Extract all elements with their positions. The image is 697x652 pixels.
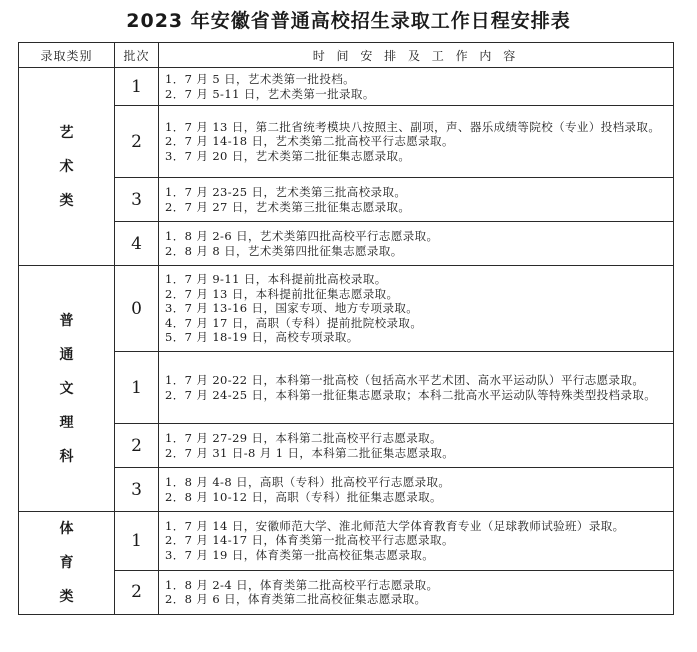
header-batch: 批次	[115, 43, 159, 68]
page-title: 2023 年安徽省普通高校招生录取工作日程安排表	[126, 10, 571, 32]
schedule-item: 1．8 月 4-8 日，高职（专科）批高校平行志愿录取。	[165, 474, 451, 489]
schedule-item: 1．7 月 23-25 日，艺术类第三批高校录取。	[165, 184, 407, 199]
schedule-item: 1．7 月 20-22 日，本科第一批高校（包括高水平艺术团、高水平运动队）平行志愿录取。	[165, 372, 645, 387]
category-label: 艺术类	[59, 124, 74, 209]
schedule-item: 2．7 月 14-18 日，艺术类第二批高校平行志愿录取。	[165, 134, 454, 149]
table-body	[19, 68, 674, 615]
table-row	[19, 468, 674, 512]
schedule-item: 3．7 月 20 日，艺术类第二批征集志愿录取。	[165, 148, 411, 163]
schedule-item: 2．8 月 8 日，艺术类第四批征集志愿录取。	[165, 243, 403, 258]
schedule-content-cell	[159, 222, 674, 266]
schedule-content-cell	[159, 424, 674, 468]
table-row	[19, 512, 674, 571]
schedule-content-cell	[159, 468, 674, 512]
table-header-row	[19, 43, 674, 68]
schedule-content-cell	[159, 512, 674, 571]
schedule-item: 1．8 月 2-6 日，艺术类第四批高校平行志愿录取。	[165, 228, 439, 243]
schedule-content-cell	[159, 570, 674, 614]
batch-cell: 1	[115, 512, 159, 571]
schedule-item: 1．7 月 14 日，安徽师范大学、淮北师范大学体育教育专业（足球教师试验班）录取。	[165, 518, 625, 533]
schedule-item: 2．7 月 14-17 日，体育类第一批高校平行志愿录取。	[165, 533, 454, 548]
table-row	[19, 424, 674, 468]
schedule-item: 1．7 月 5 日，艺术类第一批投档。	[165, 71, 356, 86]
batch-cell: 2	[115, 570, 159, 614]
table-row	[19, 570, 674, 614]
schedule-item: 5．7 月 18-19 日，高校专项录取。	[165, 330, 359, 345]
batch-cell: 0	[115, 266, 159, 352]
schedule-item: 2．7 月 27 日，艺术类第三批征集志愿录取。	[165, 199, 411, 214]
table-row	[19, 222, 674, 266]
schedule-item: 1．7 月 27-29 日，本科第二批高校平行志愿录取。	[165, 430, 442, 445]
batch-cell: 2	[115, 424, 159, 468]
category-cell	[19, 512, 115, 615]
schedule-item: 2．7 月 13 日，本科提前批征集志愿录取。	[165, 286, 399, 301]
schedule-item: 2．7 月 31 日-8 月 1 日，本科第二批征集志愿录取。	[165, 445, 455, 460]
schedule-table	[18, 42, 674, 615]
category-cell	[19, 266, 115, 512]
schedule-item: 1．8 月 2-4 日，体育类第二批高校平行志愿录取。	[165, 577, 439, 592]
batch-cell: 3	[115, 178, 159, 222]
schedule-item: 1．7 月 9-11 日，本科提前批高校录取。	[165, 272, 387, 287]
batch-cell: 1	[115, 68, 159, 106]
category-label: 普通文理科	[59, 312, 74, 465]
table-row	[19, 352, 674, 424]
table-row	[19, 68, 674, 106]
schedule-item: 1．7 月 13 日，第二批省统考模块八按照主、副项，声、器乐成绩等院校（专业）投档录取。	[165, 119, 661, 134]
category-label: 体育类	[59, 521, 74, 605]
schedule-content-cell	[159, 352, 674, 424]
schedule-content-cell	[159, 106, 674, 178]
schedule-content-cell	[159, 266, 674, 352]
schedule-item: 2．8 月 6 日，体育类第二批高校征集志愿录取。	[165, 592, 427, 607]
schedule-item: 3．7 月 19 日，体育类第一批高校征集志愿录取。	[165, 548, 435, 563]
schedule-item: 2．7 月 5-11 日，艺术类第一批录取。	[165, 86, 375, 101]
schedule-item: 3．7 月 13-16 日，国家专项、地方专项录取。	[165, 301, 419, 316]
table-row	[19, 106, 674, 178]
batch-cell: 4	[115, 222, 159, 266]
header-category: 录取类别	[19, 43, 115, 68]
schedule-table-wrapper	[18, 42, 673, 615]
batch-cell: 2	[115, 106, 159, 178]
schedule-item: 4．7 月 17 日，高职（专科）提前批院校录取。	[165, 315, 423, 330]
batch-cell: 1	[115, 352, 159, 424]
table-row	[19, 266, 674, 352]
schedule-item: 2．7 月 24-25 日，本科第一批征集志愿录取；本科二批高水平运动队等特殊类型投档录取。	[165, 387, 657, 402]
batch-cell: 3	[115, 468, 159, 512]
schedule-item: 2．8 月 10-12 日，高职（专科）批征集志愿录取。	[165, 489, 442, 504]
schedule-content-cell	[159, 68, 674, 106]
category-cell	[19, 68, 115, 266]
schedule-content-cell	[159, 178, 674, 222]
table-row	[19, 178, 674, 222]
header-content: 时 间 安 排 及 工 作 内 容	[159, 43, 674, 68]
